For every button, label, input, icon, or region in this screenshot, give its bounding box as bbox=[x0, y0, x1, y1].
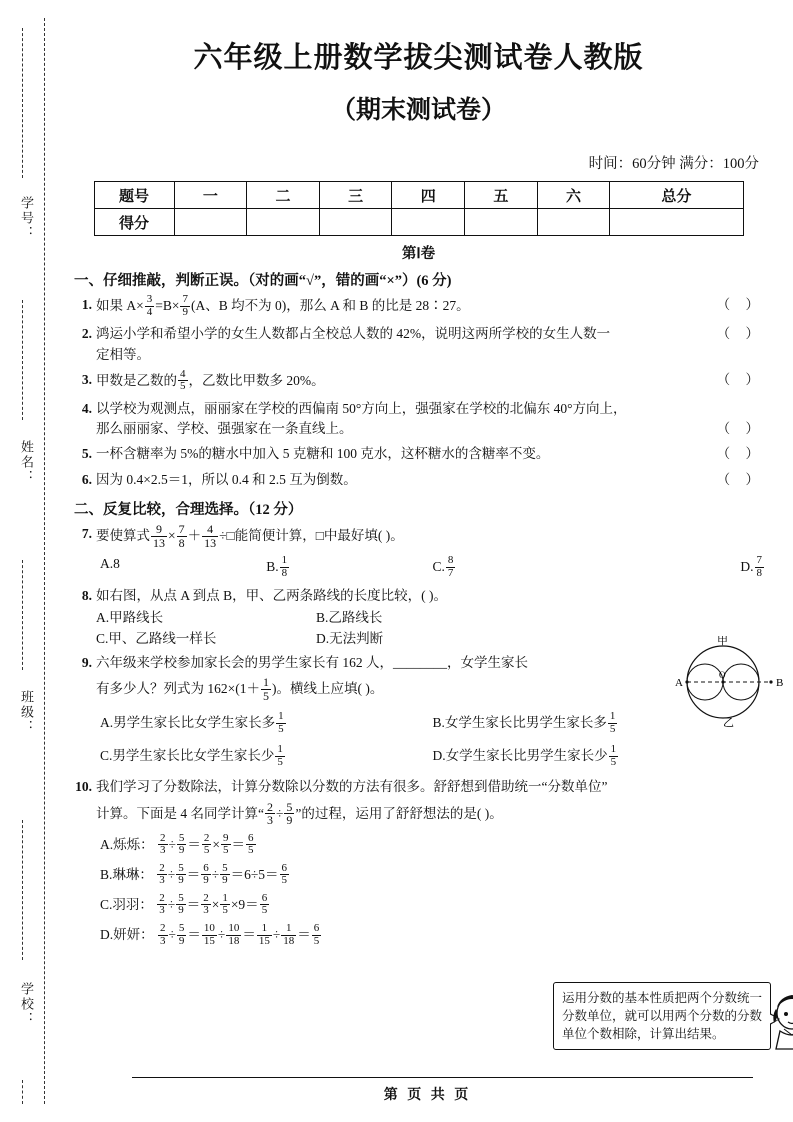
fraction-1-5-c: $\frac{1}{5}$ bbox=[277, 743, 283, 768]
question-text: 计算。下面是 4 名同学计算“ bbox=[96, 805, 264, 821]
question-text: 如果 A× bbox=[96, 298, 144, 314]
fraction-5-9: $\frac{5}{9}$ bbox=[178, 831, 185, 857]
fraction-9-13: $\frac{9}{13}$ bbox=[153, 521, 165, 550]
question-text: 有多少人？列式为 162×(1＋ bbox=[96, 681, 260, 697]
score-header-cell: 一 bbox=[174, 182, 247, 209]
question-text: (A、B 均不为 0)，那么 A 和 B 的比是 28∶27。 bbox=[190, 298, 470, 314]
question-text: ÷□能简便计算，□中最好填( )。 bbox=[219, 528, 404, 544]
question-9-options-row2 bbox=[100, 744, 765, 769]
fraction-1-5-b: $\frac{1}{5}$ bbox=[609, 710, 616, 735]
question-text-line1: 鸿运小学和希望小学的女生人数都占全校总人数的 42%，说明这两所学校的女生人数一 bbox=[96, 326, 611, 342]
question-number: 5. bbox=[81, 446, 92, 462]
question-number: 2. bbox=[81, 326, 92, 342]
question-text: 甲数是乙数的 bbox=[96, 372, 177, 388]
left-margin-strip bbox=[0, 0, 62, 1122]
fraction-2-3: $\frac{2}{3}$ bbox=[160, 922, 166, 947]
svg-text:A: A bbox=[675, 677, 683, 689]
option-a[interactable]: A.8 bbox=[100, 556, 120, 572]
fraction-6-5: $\frac{6}{5}$ bbox=[261, 891, 268, 917]
margin-dash-seg-4 bbox=[22, 820, 23, 960]
fraction-2-5: $\frac{2}{5}$ bbox=[203, 831, 210, 857]
fraction-6-5: $\frac{6}{5}$ bbox=[248, 831, 254, 857]
question-text: ”的过程，运用了舒舒想法的是( )。 bbox=[295, 805, 503, 821]
question-text: ÷ bbox=[276, 805, 284, 821]
question-1 bbox=[72, 295, 765, 319]
fraction-1-5-d: $\frac{1}{5}$ bbox=[610, 743, 617, 768]
fraction-8-7: $\frac{8}{7}$ bbox=[447, 554, 454, 579]
question-10-option-b[interactable]: B.琳琳： $\frac{2}{3}$ ÷ $\frac{5}{9}$ ＝ $\frac{6}{9}$ ÷ $\frac{5}{9}$ ＝6÷5＝ $\frac{6}{5}$ bbox=[100, 861, 288, 887]
fraction-6-5: $\frac{6}{5}$ bbox=[313, 922, 320, 947]
svg-text:O: O bbox=[719, 670, 726, 680]
score-input-cell[interactable] bbox=[247, 209, 320, 236]
question-number: 3. bbox=[81, 371, 92, 387]
question-text: 要使算式 bbox=[96, 528, 150, 544]
option-d[interactable]: D.女学生家长比男学生家长少 $\frac{1}{5}$ bbox=[432, 743, 617, 768]
score-header-cell: 五 bbox=[465, 182, 538, 209]
question-text: × bbox=[168, 528, 176, 544]
answer-blank[interactable]: （ ） bbox=[716, 446, 765, 462]
fraction-2-3: $\frac{2}{3}$ bbox=[203, 891, 209, 917]
hint-bubble bbox=[553, 982, 771, 1050]
fraction-6-9: $\frac{6}{9}$ bbox=[203, 861, 209, 887]
question-text: ，乙数比甲数多 20%。 bbox=[188, 372, 325, 388]
question-text: ＋ bbox=[187, 528, 202, 544]
exam-page bbox=[62, 0, 793, 1122]
question-number: 7. bbox=[81, 525, 92, 541]
fraction-5-9: $\frac{5}{9}$ bbox=[178, 891, 184, 917]
question-number: 9. bbox=[81, 654, 92, 670]
score-header-cell: 四 bbox=[392, 182, 465, 209]
question-10 bbox=[72, 777, 765, 827]
question-text-line2: 那么丽丽家、学校、强强家在一条直线上。 bbox=[96, 421, 353, 437]
score-input-cell[interactable] bbox=[610, 209, 743, 236]
question-text-line1: 以学校为观测点，丽丽家在学校的西偏南 50°方向上，强强家在学校的北偏东 40°方向上， bbox=[96, 400, 627, 416]
margin-dashed-line bbox=[44, 18, 45, 1104]
margin-dash-seg-2 bbox=[22, 300, 23, 420]
score-header-cell: 六 bbox=[537, 182, 610, 209]
fraction-1-5-a: $\frac{1}{5}$ bbox=[278, 710, 284, 735]
fraction-1-5: $\frac{1}{5}$ bbox=[222, 891, 228, 917]
score-input-cell[interactable] bbox=[319, 209, 392, 236]
fraction-4-5: $\frac{4}{5}$ bbox=[180, 367, 186, 393]
exam-meta-info: 时间：60分钟 满分：100分 bbox=[588, 156, 759, 173]
fraction-5-9: $\frac{5}{9}$ bbox=[178, 922, 185, 947]
fraction-4-13: $\frac{4}{13}$ bbox=[204, 521, 217, 550]
circle-path-diagram bbox=[637, 636, 787, 728]
fraction-2-3: $\frac{2}{3}$ bbox=[159, 861, 165, 887]
question-text-line2: 定相等。 bbox=[96, 346, 150, 362]
score-input-cell[interactable] bbox=[537, 209, 610, 236]
question-text: ，女学生家长 bbox=[447, 654, 528, 670]
score-row-label: 得分 bbox=[94, 209, 174, 236]
score-header-cell: 题号 bbox=[94, 182, 174, 209]
fraction-1-15: $\frac{1}{15}$ bbox=[258, 922, 270, 947]
score-input-cell[interactable] bbox=[392, 209, 465, 236]
fraction-5-9: $\frac{5}{9}$ bbox=[222, 861, 228, 887]
score-input-cell[interactable] bbox=[174, 209, 247, 236]
question-4 bbox=[72, 399, 765, 440]
question-5 bbox=[72, 444, 765, 464]
fraction-9-5: $\frac{9}{5}$ bbox=[223, 831, 229, 857]
fraction-6-5: $\frac{6}{5}$ bbox=[281, 861, 288, 887]
score-header-cell: 二 bbox=[247, 182, 320, 209]
page-footer: 第 页 共 页 bbox=[383, 1088, 472, 1103]
question-10-option-c[interactable]: C.羽羽： $\frac{2}{3}$ ÷ $\frac{5}{9}$ ＝ $\frac{2}{3}$ × $\frac{1}{5}$ ×9＝ $\frac{6}{5}$ bbox=[100, 891, 268, 917]
margin-dash-seg-1 bbox=[22, 28, 23, 178]
footer-divider bbox=[132, 1077, 753, 1078]
score-table bbox=[94, 181, 744, 236]
question-10-option-a[interactable]: A.烁烁： $\frac{2}{3}$ ÷ $\frac{5}{9}$ ＝ $\frac{2}{5}$ × $\frac{9}{5}$ ＝ $\frac{6}{5}$ bbox=[100, 831, 254, 857]
girl-illustration-icon bbox=[766, 989, 793, 1051]
fraction-1-18: $\frac{1}{18}$ bbox=[283, 922, 295, 947]
fraction-3-4: $\frac{3}{4}$ bbox=[146, 293, 153, 318]
answer-blank[interactable]: （ ） bbox=[716, 326, 765, 342]
question-number: 8. bbox=[81, 588, 92, 604]
fraction-1-8: $\frac{1}{8}$ bbox=[281, 554, 288, 579]
fraction-2-3: $\frac{2}{3}$ bbox=[159, 891, 165, 917]
section-2-heading: 二、反复比较，合理选择。（12 分） bbox=[74, 501, 303, 518]
section-1-heading: 一、仔细推敲，判断正误。（对的画“√”，错的画“×”）(6 分) bbox=[74, 273, 452, 290]
question-text: =B× bbox=[155, 298, 180, 314]
score-header-cell: 总分 bbox=[610, 182, 743, 209]
answer-blank[interactable]: （ ） bbox=[716, 471, 765, 487]
page-title: 六年级上册数学拔尖测试卷人教版 bbox=[193, 42, 644, 74]
question-3 bbox=[72, 367, 765, 394]
fill-blank[interactable]: ________ bbox=[393, 654, 447, 670]
question-text: 一杯含糖率为 5%的糖水中加入 5 克糖和 100 克水，这杯糖水的含糖率不变。 bbox=[96, 446, 550, 462]
option-b[interactable]: B.乙路线长 bbox=[316, 610, 383, 626]
class-label: 班级： bbox=[19, 690, 34, 735]
student-name-label: 姓名： bbox=[19, 440, 34, 485]
school-label: 学校： bbox=[19, 982, 34, 1027]
svg-text:甲: 甲 bbox=[717, 636, 728, 647]
question-2 bbox=[72, 324, 765, 365]
question-text: 六年级来学校参加家长会的男学生家长有 162 人， bbox=[96, 654, 393, 670]
table-row bbox=[94, 209, 743, 236]
question-10-option-d[interactable]: D.妍妍： $\frac{2}{3}$ ÷ $\frac{5}{9}$ ＝ $\frac{10}{15}$ ÷ $\frac{10}{18}$ ＝ $\frac{1}{15}$ ÷ $\frac{1}{18}$ ＝ $\frac{6}{5}$ bbox=[100, 922, 320, 947]
option-a[interactable]: A.男学生家长比女学生家长多 $\frac{1}{5}$ bbox=[100, 710, 284, 735]
question-text-line1: 我们学习了分数除法，计算分数除以分数的方法有很多。舒舒想到借助统一“分数单位” bbox=[96, 779, 608, 795]
fraction-5-9: $\frac{5}{9}$ bbox=[286, 799, 293, 828]
question-number: 10. bbox=[75, 779, 92, 795]
svg-text:乙: 乙 bbox=[723, 717, 734, 728]
paper-part-label: 第Ⅰ卷 bbox=[401, 246, 436, 263]
answer-blank[interactable]: （ ） bbox=[716, 371, 765, 387]
question-6 bbox=[72, 470, 765, 490]
page-subtitle: （期末测试卷） bbox=[330, 97, 506, 125]
student-id-label: 学号： bbox=[19, 196, 34, 241]
score-input-cell[interactable] bbox=[465, 209, 538, 236]
question-number: 6. bbox=[81, 471, 92, 487]
option-a[interactable]: A.甲路线长 bbox=[96, 610, 164, 626]
fraction-7-9: $\frac{7}{9}$ bbox=[182, 293, 188, 318]
option-b[interactable]: B.女学生家长比男学生家长多 $\frac{1}{5}$ bbox=[432, 710, 616, 735]
answer-blank[interactable]: （ ） bbox=[716, 421, 765, 437]
fraction-1-5: $\frac{1}{5}$ bbox=[262, 675, 269, 703]
margin-dash-seg-3 bbox=[22, 560, 23, 670]
option-c[interactable]: C.男学生家长比女学生家长少 $\frac{1}{5}$ bbox=[100, 743, 283, 768]
question-text: 如右图，从点 A 到点 B，甲、乙两条路线的长度比较，( )。 bbox=[96, 588, 447, 604]
question-7-options bbox=[100, 556, 765, 580]
option-d[interactable]: D. $\frac{7}{8}$ bbox=[740, 554, 762, 579]
fraction-2-3: $\frac{2}{3}$ bbox=[267, 799, 273, 828]
margin-dash-seg-5 bbox=[22, 1080, 23, 1104]
question-text: )。横线上应填( )。 bbox=[271, 681, 384, 697]
question-7 bbox=[72, 521, 765, 550]
option-c[interactable]: C.甲、乙路线一样长 bbox=[96, 630, 217, 646]
option-b[interactable]: B. $\frac{1}{8}$ bbox=[266, 554, 288, 579]
question-text: 因为 0.4×2.5＝1，所以 0.4 和 2.5 互为倒数。 bbox=[96, 471, 357, 487]
fraction-10-15: $\frac{10}{15}$ bbox=[203, 922, 215, 947]
question-number: 1. bbox=[81, 297, 92, 313]
question-8-figure bbox=[637, 636, 787, 728]
fraction-7-8: $\frac{7}{8}$ bbox=[178, 521, 185, 550]
hint-text: 运用分数的基本性质把两个分数统一分数单位，就可以用两个分数的分数单位个数相除，计算出结果。 bbox=[562, 990, 763, 1041]
score-header-cell: 三 bbox=[319, 182, 392, 209]
answer-blank[interactable]: （ ） bbox=[716, 297, 765, 313]
option-d[interactable]: D.无法判断 bbox=[316, 630, 384, 646]
fraction-2-3: $\frac{2}{3}$ bbox=[160, 831, 166, 857]
fraction-10-18: $\frac{10}{18}$ bbox=[228, 922, 240, 947]
table-row bbox=[94, 182, 743, 209]
question-number: 4. bbox=[81, 400, 92, 416]
svg-text:B: B bbox=[776, 677, 784, 689]
fraction-7-8-opt: $\frac{7}{8}$ bbox=[756, 554, 762, 579]
fraction-5-9: $\frac{5}{9}$ bbox=[178, 861, 184, 887]
option-c[interactable]: C. $\frac{8}{7}$ bbox=[432, 554, 454, 579]
